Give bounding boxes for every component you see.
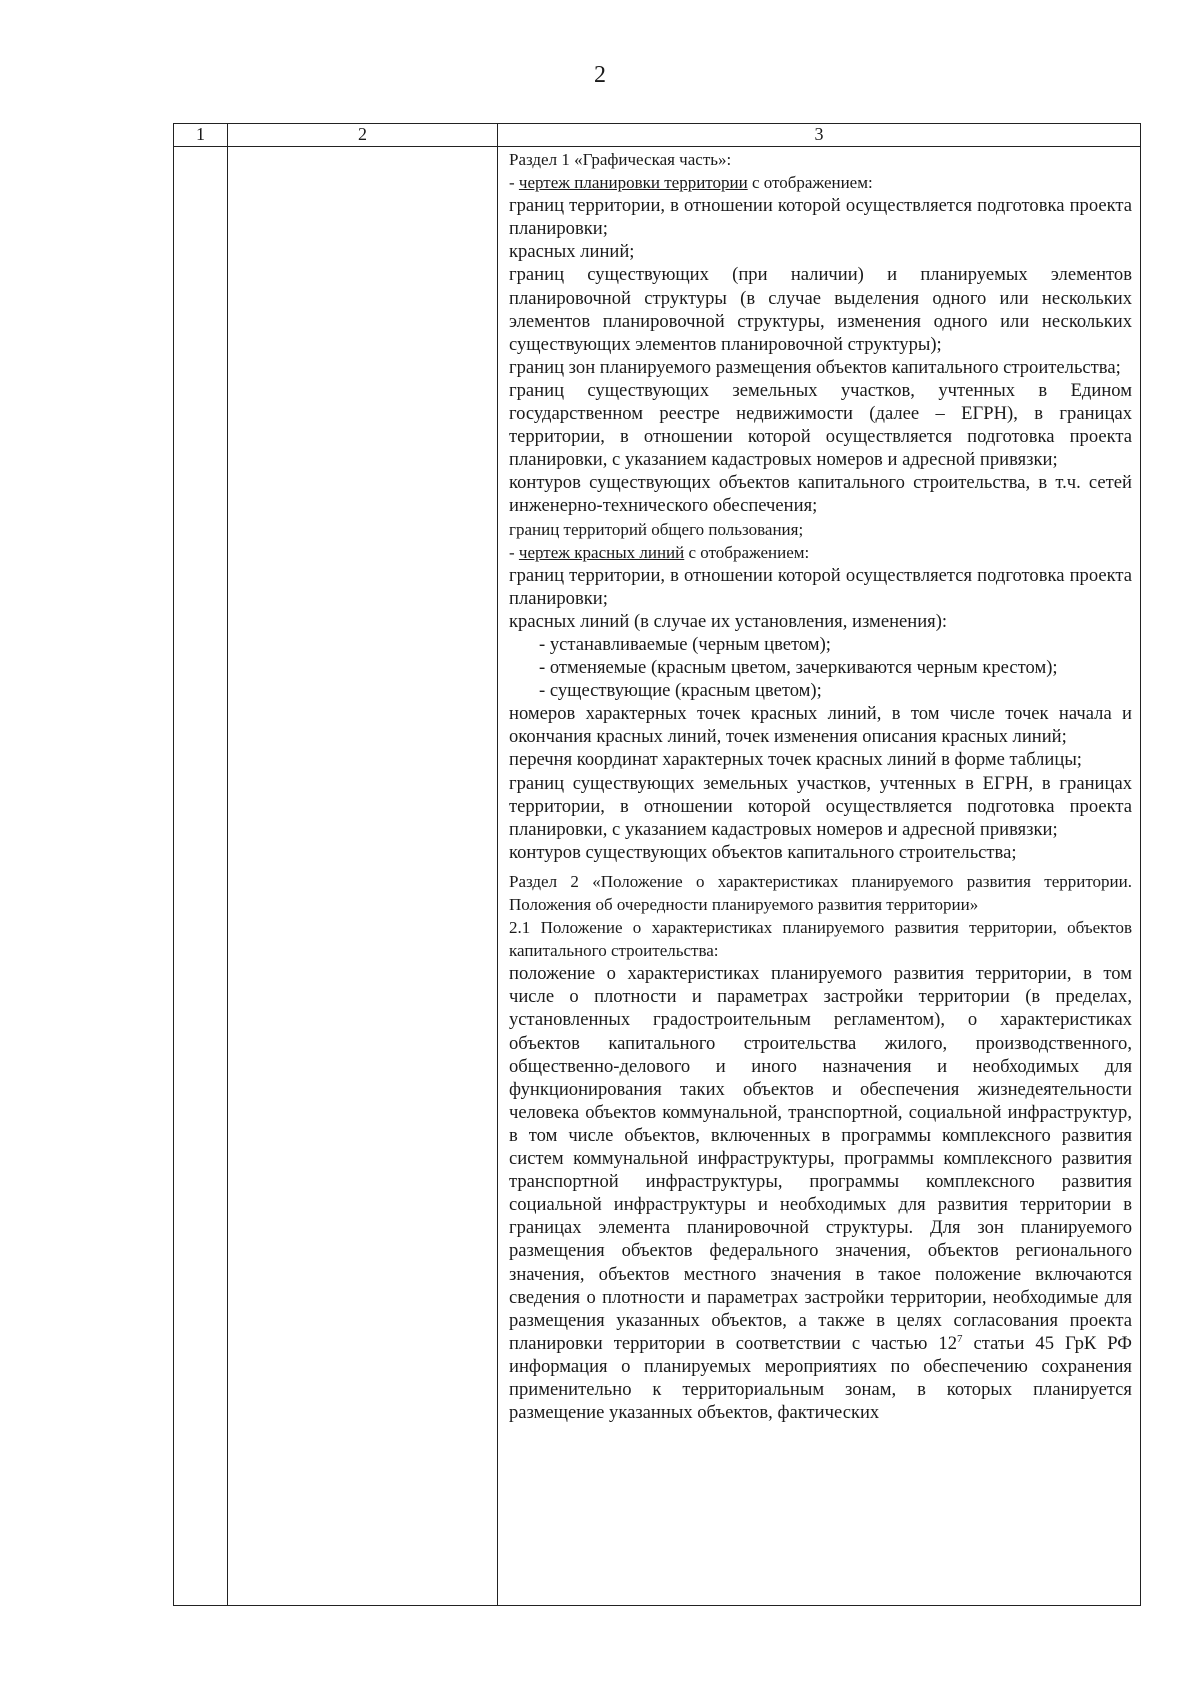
list-item: границ территории, в отношении которой осуществляется подготовка проекта планировки; (509, 564, 1132, 609)
drawing1-line (509, 171, 1132, 194)
drawing1-suffix: с отображением: (747, 173, 873, 193)
column-header-2: 2 (228, 124, 498, 147)
sub-list-item: - существующие (красным цветом); (539, 680, 822, 702)
list-item: границ территорий общего пользования; (509, 519, 804, 539)
list-item: контуров существующих объектов капитального строительства; (509, 841, 1017, 863)
drawing2-line (509, 541, 1132, 564)
drawing1-prefix: - (509, 173, 519, 193)
sub-list-item: - устанавливаемые (черным цветом); (539, 633, 831, 655)
drawing2-title: чертеж красных линий (518, 542, 685, 562)
cell-col1 (174, 147, 228, 1606)
list-item: границ существующих земельных участков, учтенных в ЕГРН, в границах территории, в отношении которой осуществляется подготовка проекта планировки, с указанием кадастровых номеров и адресной привязки; (509, 772, 1132, 840)
column-header-3: 3 (498, 124, 1141, 147)
table-row (174, 147, 1141, 1606)
column-header-1: 1 (174, 124, 228, 147)
list-item: границ территории, в отношении которой осуществляется подготовка проекта планировки; (509, 195, 1132, 240)
subsection-2-1-title: 2.1 Положение о характеристиках планируемого развития территории, объектов капитального строительства: (509, 918, 1132, 961)
list-item: границ зон планируемого размещения объектов капитального строительства; (509, 356, 1121, 378)
list-item: контуров существующих объектов капитального строительства, в т.ч. сетей инженерно-технического обеспечения; (509, 472, 1132, 517)
drawing2-prefix: - (509, 542, 519, 562)
subsection-2-1-paragraph (509, 962, 1132, 1424)
list-item: номеров характерных точек красных линий, в том числе точек начала и окончания красных линий, точек изменения описания красных линий; (509, 703, 1132, 748)
list-item: красных линий; (509, 241, 635, 263)
paragraph-text-b: статьи 45 ГрК РФ информация о планируемых мероприятиях по обеспечению сохранения применительно к территориальным зонам, в которых планируется размещение указанных объектов, фактических (509, 1332, 1132, 1424)
sub-list-item: - отменяемые (красным цветом, зачеркиваются черным крестом); (539, 657, 1058, 679)
paragraph-text-a: положение о характеристиках планируемого развития территории, в том числе о плотности и параметрах застройки территории (в пределах, установленных градостроительным регламентом), о характеристиках объектов капитального строительства жилого, производственного, общественно-делового и иного назначения и необходимых для функционирования таких объектов и обеспечения жизнедеятельности человека объектов коммунальной, транспортной, социальной инфраструктур, в том числе объектов, включенных в программы комплексного развития систем коммунальной инфраструктуры, программы комплексного развития транспортной инфраструктуры, программы комплексного развития социальной инфраструктуры и необходимых для развития территории в границах элемента планировочной структуры. Для зон планируемого размещения объектов федерального значения, объектов регионального значения, объектов местного значения в такое положение включаются сведения о плотности и параметрах застройки территории, необходимые для размещения указанных объектов, а также в целях согласования проекта планировки территории в соответствии с частью 12 (509, 963, 1132, 1354)
cell-col3 (498, 147, 1141, 1606)
list-item: границ существующих земельных участков, учтенных в Едином государственном реестре недвижимости (далее – ЕГРН), в границах территории, в отношении которой осуществляется подготовка проекта планировки, с указанием кадастровых номеров и адресной привязки; (509, 379, 1132, 471)
section2-title: Раздел 2 «Положение о характеристиках планируемого развития территории. Положения об очередности планируемого развития территории» (509, 871, 1132, 914)
cell-col2 (228, 147, 498, 1606)
list-item: границ существующих (при наличии) и планируемых элементов планировочной структуры (в случае выделения одного или нескольких элементов планировочной структуры, изменения одного или нескольких существующих элементов планировочной структуры); (509, 264, 1132, 355)
superscript-number: 7 (957, 1332, 963, 1345)
list-item: перечня координат характерных точек красных линий в форме таблицы; (509, 749, 1082, 771)
table-header-row (174, 124, 1141, 147)
page-number: 2 (594, 62, 606, 88)
section1-title: Раздел 1 «Графическая часть»: (509, 150, 732, 169)
drawing1-title: чертеж планировки территории (518, 173, 748, 193)
requirements-table (173, 123, 1141, 1606)
drawing2-suffix: с отображением: (684, 542, 810, 562)
list-item: красных линий (в случае их установления, изменения): (509, 610, 948, 632)
